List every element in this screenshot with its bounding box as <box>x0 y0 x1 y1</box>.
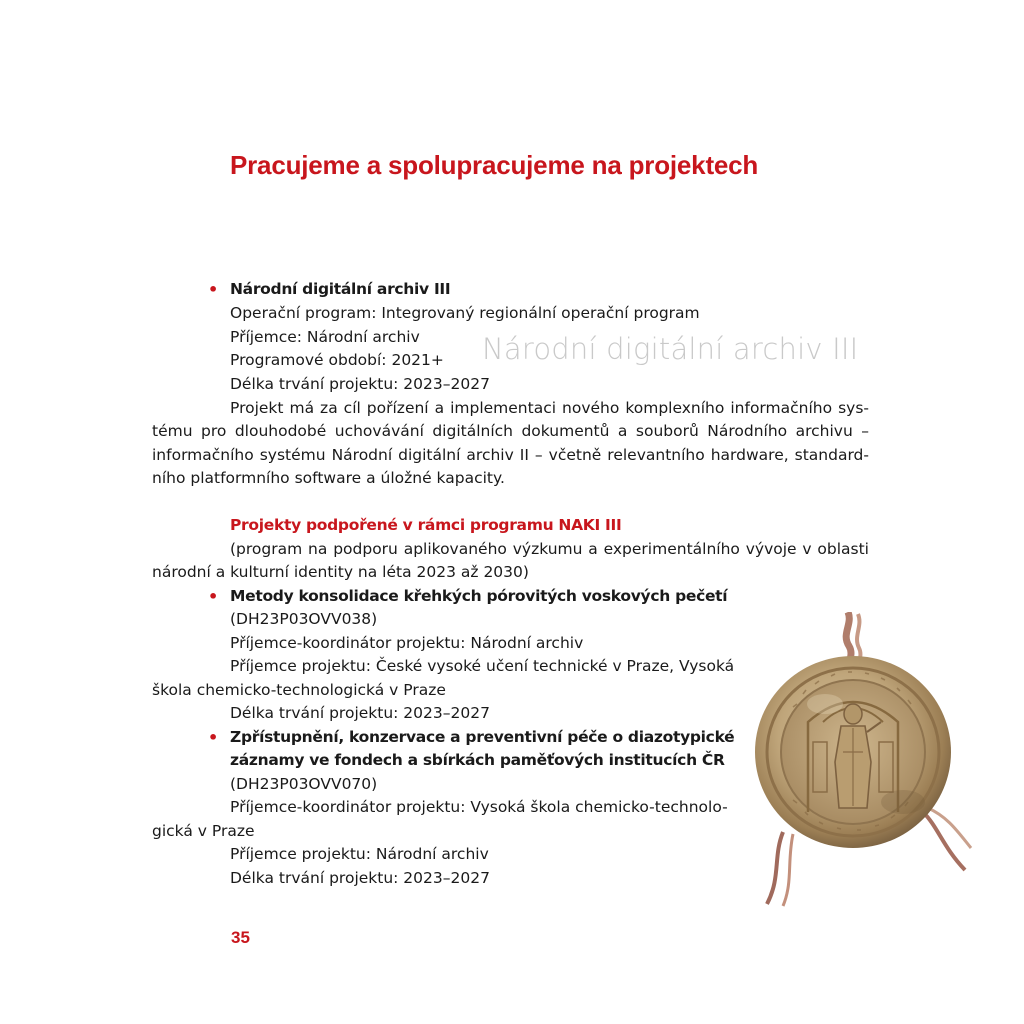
project-2-code: (DH23P03OVV038) <box>230 610 378 628</box>
page-number: 35 <box>231 928 250 947</box>
watermark-text: Národní digitální archiv III <box>482 332 859 366</box>
project-3-title-line: záznamy ve fondech a sbírkách paměťových institucích ČR <box>230 751 725 769</box>
project-1-title: Národní digitální archiv III <box>230 280 451 298</box>
project-1-period: Programové období: 2021+ <box>230 351 444 369</box>
project-2-recipient-line: škola chemicko-technologická v Praze <box>152 681 446 699</box>
project-1-recipient: Příjemce: Národní archiv <box>230 328 420 346</box>
project-3-title-line: Zpřístupnění, konzervace a preventivní péče o diazotypické <box>230 728 735 746</box>
bullet-project-3: • <box>208 728 219 747</box>
project-2-coordinator: Příjemce-koordinátor projektu: Národní archiv <box>230 634 584 652</box>
project-2-title: Metody konsolidace křehkých pórovitých voskových pečetí <box>230 587 728 605</box>
naki-desc-line: (program na podporu aplikovaného výzkumu a experimentálního vývoje v oblasti <box>230 540 869 558</box>
project-3-coordinator-line: Příjemce-koordinátor projektu: Vysoká škola chemicko-technolo- <box>230 798 728 816</box>
bullet-project-1: • <box>208 280 219 299</box>
project-1-desc-line: Projekt má za cíl pořízení a implementaci nového komplexního informačního sys- <box>230 399 869 417</box>
project-1-desc-line: informačního systému Národní digitální archiv II – včetně relevantního hardware, standard- <box>152 446 869 464</box>
project-3-recipient: Příjemce projektu: Národní archiv <box>230 845 489 863</box>
project-1-duration: Délka trvání projektu: 2023–2027 <box>230 375 490 393</box>
page-title: Pracujeme a spolupracujeme na projektech <box>230 150 759 180</box>
wax-seal-image <box>753 612 973 907</box>
project-1-desc-line: tému pro dlouhodobé uchovávání digitálních dokumentů a souborů Národního archivu – <box>152 422 869 440</box>
project-2-recipient-line: Příjemce projektu: České vysoké učení technické v Praze, Vysoká <box>230 657 735 675</box>
project-3-code: (DH23P03OVV070) <box>230 775 378 793</box>
project-1-program: Operační program: Integrovaný regionální operační program <box>230 304 700 322</box>
project-1-desc-line: ního platformního software a úložné kapacity. <box>152 469 505 487</box>
naki-heading: Projekty podpořené v rámci programu NAKI III <box>230 516 622 534</box>
project-3-coordinator-line: gická v Praze <box>152 822 255 840</box>
bullet-project-2: • <box>208 587 219 606</box>
project-3-duration: Délka trvání projektu: 2023–2027 <box>230 869 490 887</box>
naki-desc-line: národní a kulturní identity na léta 2023 až 2030) <box>152 563 529 581</box>
project-2-duration: Délka trvání projektu: 2023–2027 <box>230 704 490 722</box>
